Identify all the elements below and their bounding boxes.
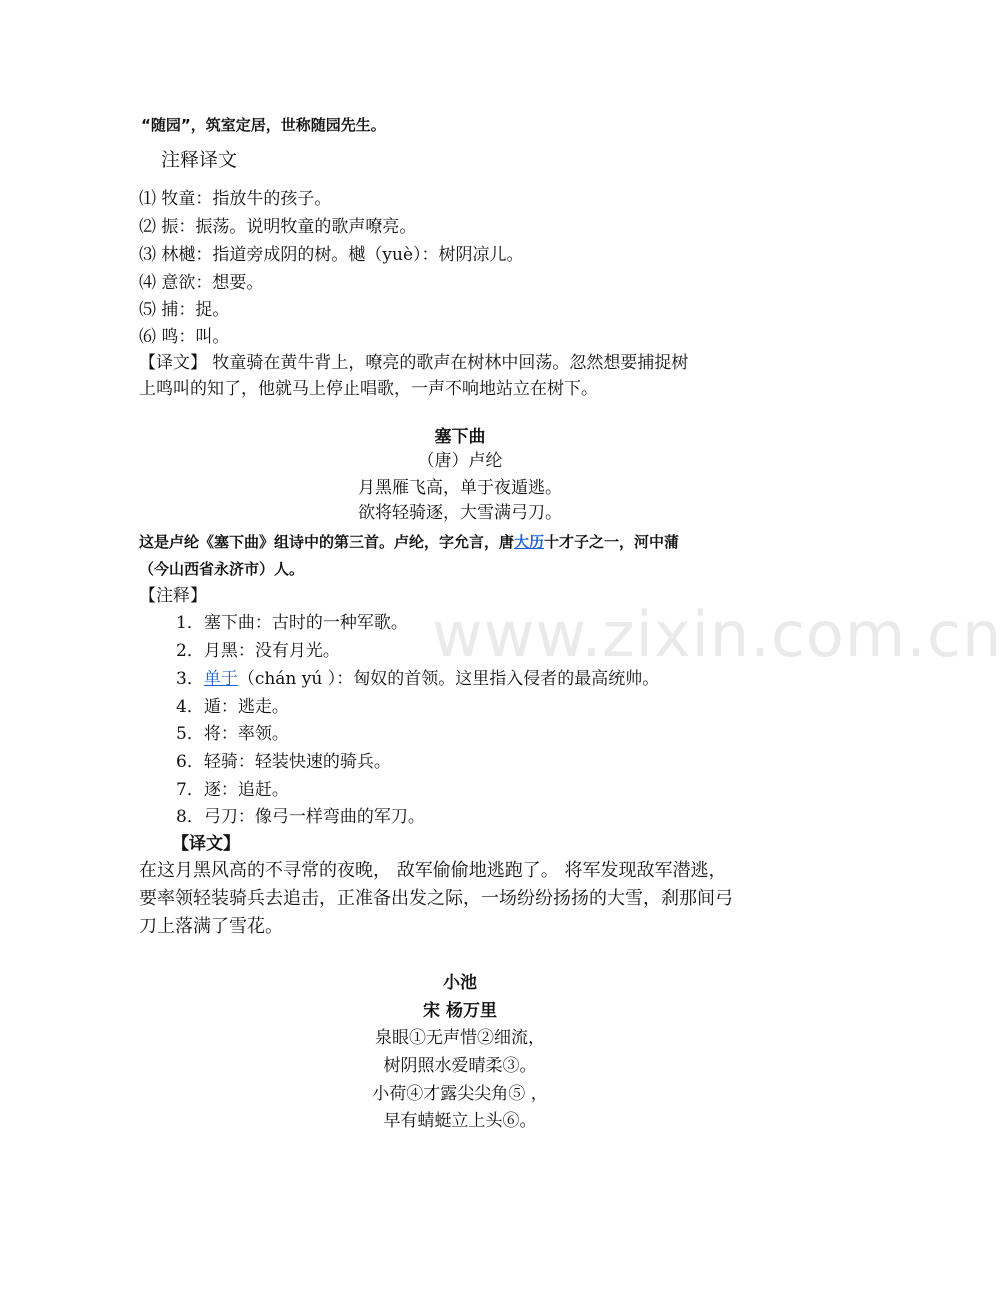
intro-tail: “随园”，筑室定居，世称随园先生。 (141, 116, 386, 134)
list-item: 7．逐：追赶。 (176, 780, 289, 800)
dali-link[interactable]: 大历 (514, 533, 545, 551)
note-text: （chán yú ）：匈奴的首领。这里指入侵者的最高统帅。 (237, 669, 660, 689)
list-item (176, 668, 659, 690)
list-item: ⑶ 林樾：指道旁成阴的树。樾（yuè）：树阴凉儿。 (139, 245, 524, 265)
list-item: 2．月黑：没有月光。 (176, 641, 340, 661)
poem-line: 欲将轻骑逐，大雪满弓刀。 (358, 503, 562, 523)
poem-intro (139, 531, 679, 553)
translation-line: 上鸣叫的知了，他就马上停止唱歌，一声不响地站立在树下。 (139, 379, 598, 399)
note-number: 3． (176, 669, 204, 689)
poem-title: 小池 (443, 973, 477, 993)
poem-line: 小荷④才露尖尖角⑤ ， (372, 1084, 548, 1104)
chanyu-link[interactable]: 单于 (203, 669, 238, 689)
poem-line: 泉眼①无声惜②细流， (375, 1028, 545, 1048)
notes-heading: 注释译文 (161, 149, 238, 171)
list-item: 4．遁：逃走。 (176, 697, 289, 717)
list-item: 1．塞下曲：古时的一种军歌。 (176, 613, 408, 633)
list-item: ⑸ 捕：捉。 (139, 300, 230, 320)
poem-author: （唐）卢纶 (417, 451, 503, 471)
watermark: www.zixin.com.cn (432, 598, 1002, 671)
list-item: 6．轻骑：轻装快速的骑兵。 (176, 752, 391, 772)
list-item: ⑵ 振：振荡。说明牧童的歌声嘹亮。 (139, 217, 417, 237)
list-item: ⑹ 鸣：叫。 (139, 327, 230, 347)
poem-title: 塞下曲 (434, 427, 486, 447)
poem-line: 树阴照水爱晴柔③。 (383, 1056, 537, 1076)
translation-line: 【译文】 牧童骑在黄牛背上，嘹亮的歌声在树林中回荡。忽然想要捕捉树 (139, 353, 689, 373)
poem-intro-text: 这是卢纶《塞下曲》组诗中的第三首。卢纶，字允言，唐 (139, 533, 515, 551)
list-item: 8．弓刀：像弓一样弯曲的军刀。 (176, 807, 425, 827)
list-item: ⑴ 牧童：指放牛的孩子。 (139, 189, 332, 209)
poem-line: 早有蜻蜓立上头⑥。 (383, 1111, 537, 1131)
translation-line: 要率领轻装骑兵去追击，正准备出发之际，一场纷纷扬扬的大雪，刹那间弓 (139, 888, 733, 909)
list-item: ⑷ 意欲：想要。 (139, 273, 264, 293)
poem-author: 宋 杨万里 (423, 1001, 497, 1021)
translation-line: 刀上落满了雪花。 (139, 916, 283, 937)
poem-intro-line2: （今山西省永济市）人。 (139, 560, 305, 578)
list-item: 5．将：率领。 (176, 724, 289, 744)
translation-heading: 【译文】 (172, 834, 240, 854)
poem-intro-text: 十才子之一，河中蒲 (544, 533, 680, 551)
translation-line: 在这月黑风高的不寻常的夜晚， 敌军偷偷地逃跑了。 将军发现敌军潜逃， (139, 860, 727, 881)
notes-heading: 【注释】 (139, 586, 207, 606)
poem-line: 月黑雁飞高，单于夜遁逃。 (358, 478, 562, 498)
